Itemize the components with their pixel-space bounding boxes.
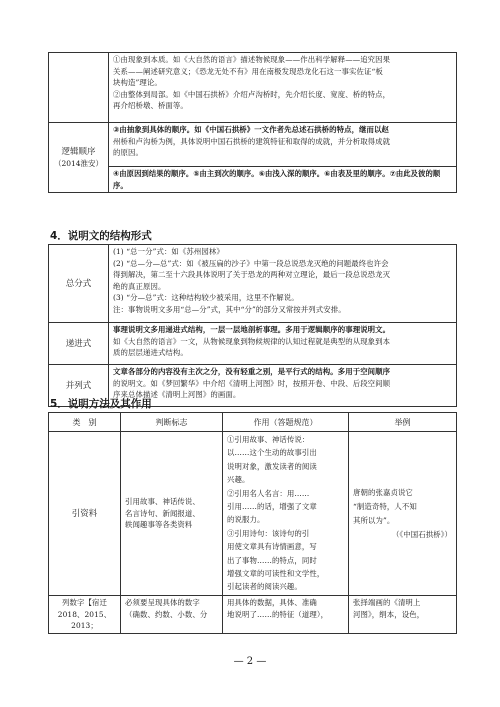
structure-label-zongfen: 总分式 bbox=[49, 245, 109, 323]
method-category-lieshuzi: 列数字【宿迁 2018、2015、2013； bbox=[49, 596, 121, 634]
method-category-yinziliao: 引资料 bbox=[49, 432, 121, 596]
logical-order-list: ④由原因到结果的顺序。⑤由主到次的顺序。⑥由浅入深的顺序。⑥由表及里的顺序。⑦由此及彼的顺序。 bbox=[109, 167, 457, 193]
section-5-title: 5．说明方法及其作用 bbox=[50, 398, 152, 410]
structure-zongfen-content: (1) “总一分”式：如《苏州园林》 (2) “总—分—总”式：如《被压扁的沙子》中第一段总说恐龙灭绝的问题最终也许会 得到解决，第二至十六段具体说明了关于恐龙的两种对立理论，最后一段总说恐龙灭 绝的真正原因。 (3) “分—总”式：这种结构较少被采用，这里不作解说。 注：事物说明文多用“总—分”式，其中“分”的部分又常按并列式安排。 bbox=[109, 245, 457, 323]
header-category: 类 别 bbox=[49, 413, 121, 432]
method-table bbox=[48, 412, 457, 634]
page-number: — 2 — bbox=[233, 656, 267, 667]
structure-binglie-content: 文章各部分的内容没有主次之分，没有轻重之别，是平行式的结构。多用于空间顺序 的说明文。如《梦回繁华》中介绍《清明上河图》时，按照开卷、中段、后段空间顺 序来总体描述《清明上河图》的画面。 bbox=[109, 365, 457, 407]
header-effect: 作用（答题规范） bbox=[223, 413, 349, 432]
structure-table bbox=[48, 244, 457, 407]
header-example: 举例 bbox=[349, 413, 457, 432]
blank-cell bbox=[49, 53, 109, 123]
structure-dijin-content: 事理说明文多用递进式结构，一层一层地剖析事理。多用于逻辑顺序的事理说明文。 如《大自然的语言》一文，从物候现象到物候规律的认知过程就是典型的从现象到本 质的层层递进式结构。 bbox=[109, 323, 457, 365]
method-marker-yinziliao: 引用故事、神话传说、 名言诗句、新闻报道、 轶闻趣事等各类资料 bbox=[121, 432, 223, 596]
header-marker: 判断标志 bbox=[121, 413, 223, 432]
method-example-yinziliao: 唐朝的张嘉贞说它 “制造奇特，人不知 其所以为”。 （《中国石拱桥》） bbox=[349, 432, 457, 596]
method-example-lieshuzi: 张择端画的《清明上 河图》，绢本，设色， bbox=[349, 596, 457, 634]
logical-order-examples-1: ①由现象到本质。如《大自然的语言》描述物候现象——作出科学解释——追究因果 关系——阐述研究意义；《恐龙无处不有》用在南极发现恐龙化石这一事实佐证“板 块构造”理论。 ②由整体到局部。如《中国石拱桥》介绍卢沟桥时，先介绍长度、宽度、桥的特点， 再介绍桥墩、桥面等。 bbox=[109, 53, 457, 123]
structure-label-dijin: 递进式 bbox=[49, 323, 109, 365]
logical-order-label: 逻辑顺序 （2014淮安） bbox=[49, 123, 109, 193]
logical-order-examples-2: ③由抽象到具体的顺序。如《中国石拱桥》一文作者先总述石拱桥的特点，继而以赵 州桥和卢沟桥为例，具体说明中国石拱桥的建筑特征和取得的成就，并分析取得成就 的原因。 bbox=[109, 123, 457, 167]
logical-order-table bbox=[48, 52, 457, 193]
method-effect-yinziliao: ①引用故事、神话传说： 以……这个生动的故事引出 说明对象，激发读者的阅读 兴趣。 ②引用名人名言：用…… 引用……的话，增强了文章 的说服力。 ③引用诗句：该诗句的引 用使文章具有诗情画意，写 出了事物……的特点，同时 增强文章的可读性和文学性， 引起读者的阅读兴趣。 bbox=[223, 432, 349, 596]
method-effect-lieshuzi: 用具体的数据，具体、准确 地说明了……的特征（道理）， bbox=[223, 596, 349, 634]
method-marker-lieshuzi: 必须要呈现具体的数字 （确数、约数、小数、分 bbox=[121, 596, 223, 634]
structure-label-binglie: 并列式 bbox=[49, 365, 109, 407]
section-4-title: 4．说明文的结构形式 bbox=[50, 230, 152, 242]
